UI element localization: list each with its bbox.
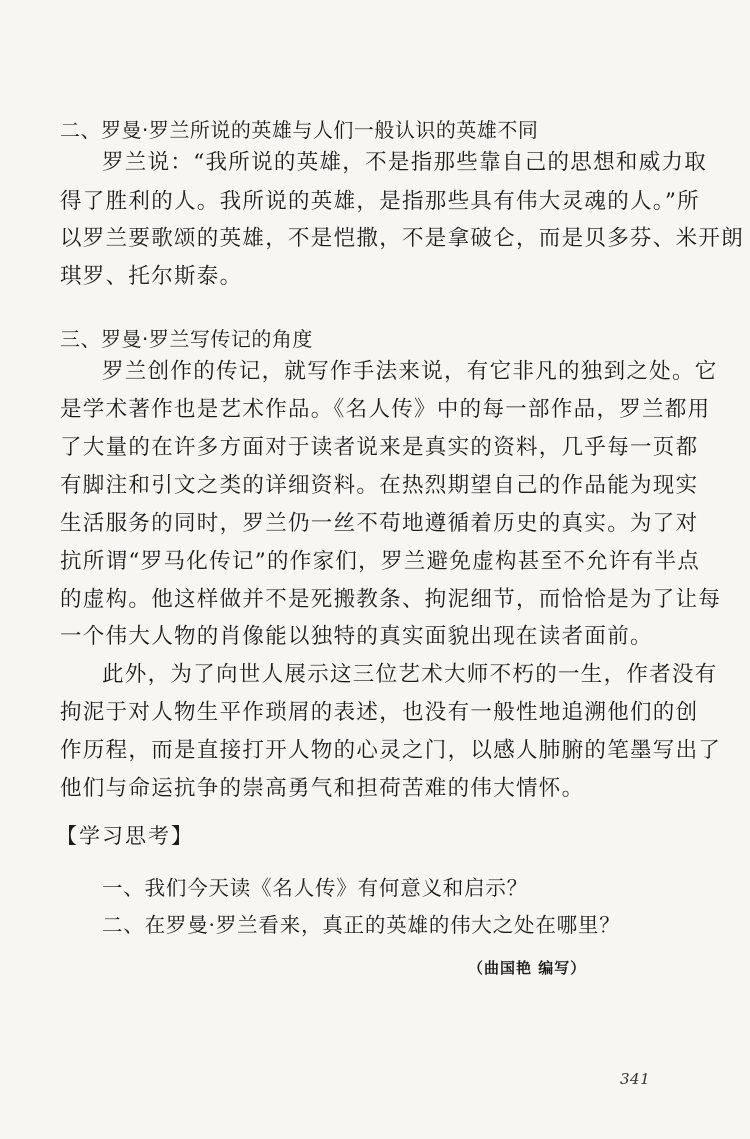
section-3-para2-line: 拘泥于对人物生平作琐屑的表述，也没有一般性地追溯他们的创 [60, 700, 699, 725]
section-2-line: 得了胜利的人。我所说的英雄，是指那些具有伟大灵魂的人。”所 [60, 189, 700, 214]
study-section-title: 【学习思考】 [56, 824, 194, 848]
section-2-line: 以罗兰要歌颂的英雄，不是恺撒，不是拿破仑，而是贝多芬、米开朗 [60, 226, 745, 251]
section-3-para1-line: 的虚构。他这样做并不是死搬教条、拘泥细节，而恰恰是为了让每 [60, 587, 722, 612]
section-3-para2-line: 他们与命运抗争的崇高勇气和担荷苦难的伟大情怀。 [60, 776, 585, 801]
section-3-para1-line: 了大量的在许多方面对于读者说来是真实的资料，几乎每一页都 [60, 435, 699, 460]
page-number: 341 [620, 1070, 651, 1088]
section-3-para1-line: 罗兰创作的传记，就写作手法来说，有它非凡的独到之处。它 [102, 359, 718, 384]
section-3-para2-line: 作历程，而是直接打开人物的心灵之门，以感人肺腑的笔墨写出了 [60, 738, 722, 763]
author-credit: （曲国艳 编写） [468, 959, 587, 977]
section-3-heading: 三、罗曼·罗兰写传记的角度 [60, 327, 313, 351]
section-2-heading: 二、罗曼·罗兰所说的英雄与人们一般认识的英雄不同 [60, 118, 539, 142]
section-2-line: 罗兰说：“我所说的英雄，不是指那些靠自己的思想和威力取 [102, 150, 708, 175]
section-2-line: 琪罗、托尔斯泰。 [60, 264, 243, 289]
study-question: 一、我们今天读《名人传》有何意义和启示？ [102, 876, 528, 900]
section-3-para2-line: 此外，为了向世人展示这三位艺术大师不朽的一生，作者没有 [102, 662, 718, 687]
section-3-para1-line: 一个伟大人物的肖像能以独特的真实面貌出现在读者面前。 [60, 624, 653, 649]
section-3-para1-line: 是学术著作也是艺术作品。《名人传》中的每一部作品，罗兰都用 [60, 397, 711, 422]
section-3-para1-line: 有脚注和引文之类的详细资料。在热烈期望自己的作品能为现实 [60, 473, 699, 498]
study-question: 二、在罗曼·罗兰看来，真正的英雄的伟大之处在哪里？ [102, 913, 621, 937]
section-3-para1-line: 生活服务的同时，罗兰仍一丝不苟地遵循着历史的真实。为了对 [60, 511, 699, 536]
section-3-para1-line: 抗所谓“罗马化传记”的作家们，罗兰避免虚构甚至不允许有半点 [60, 549, 701, 574]
